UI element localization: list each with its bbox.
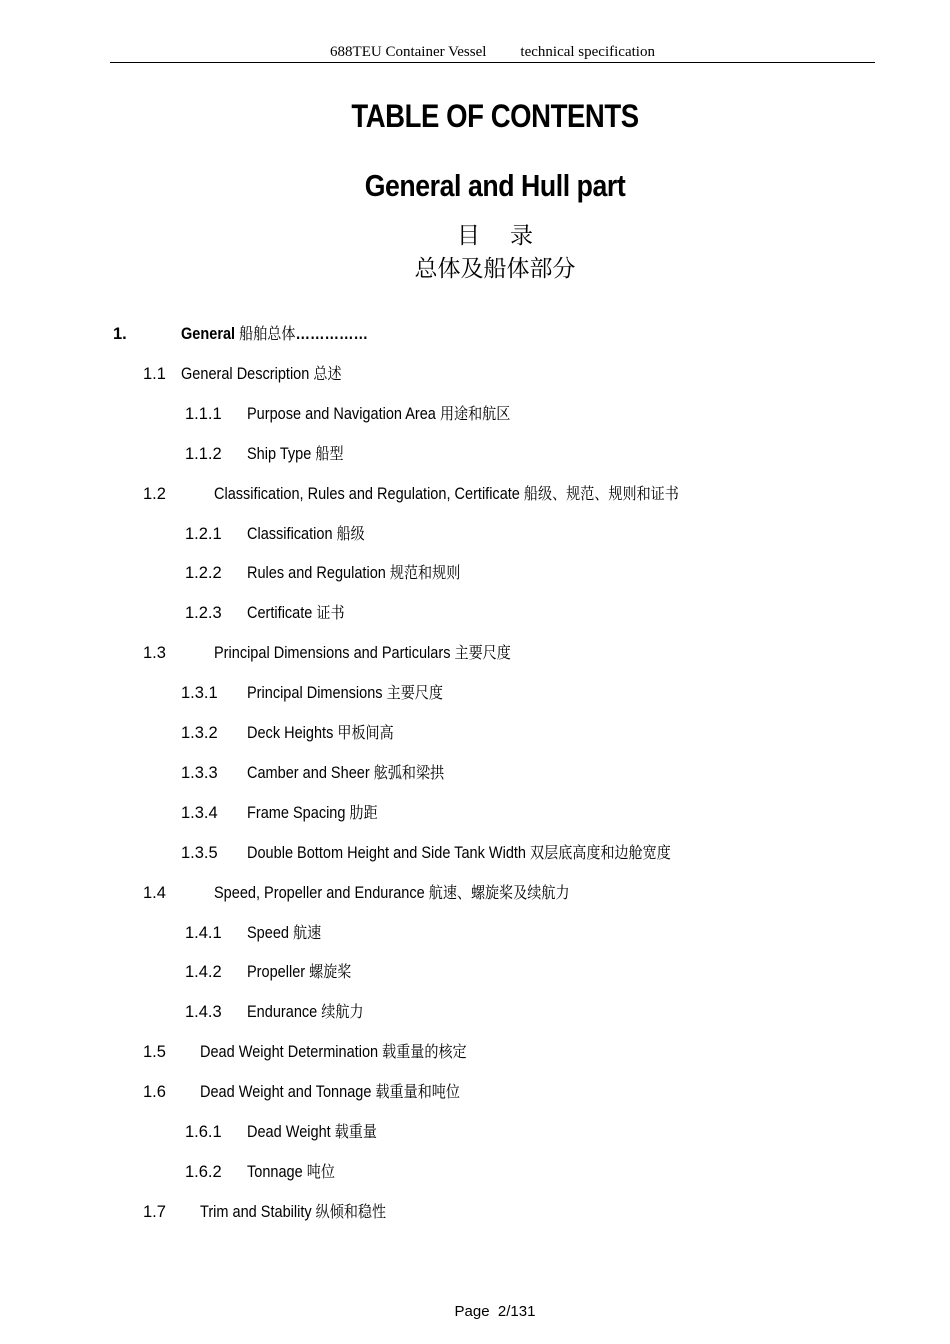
toc-entry-title — [247, 403, 510, 425]
toc-entry-title — [247, 722, 394, 744]
toc-entry[interactable] — [0, 562, 950, 584]
toc-entry-number: 1.6.2 — [185, 1162, 222, 1181]
toc-entry[interactable] — [0, 722, 950, 744]
toc-entry-title-zh: 航速、螺旋桨及续航力 — [428, 882, 570, 902]
toc-entry[interactable] — [0, 922, 950, 944]
toc-title-zh-b: 录 — [510, 223, 533, 249]
toc-entry[interactable] — [0, 443, 950, 465]
toc-entry-title-zh: 载重量的核定 — [382, 1042, 467, 1062]
toc-entry-title-zh: 载重量和吨位 — [375, 1082, 460, 1102]
toc-entry-title-en: Rules and Regulation — [247, 564, 386, 583]
toc-entry[interactable] — [0, 1161, 950, 1183]
toc-entry-number: 1.1.1 — [185, 404, 222, 423]
toc-entry-number: 1.2 — [143, 484, 166, 503]
toc-entry-title-zh: 双层底高度和边舱宽度 — [530, 842, 671, 862]
toc-entry-title — [247, 1161, 335, 1183]
toc-entry-number: 1.6 — [143, 1083, 166, 1102]
toc-entry-title-zh: 载重量 — [334, 1122, 377, 1141]
toc-entry-title-en: Double Bottom Height and Side Tank Width — [247, 843, 527, 862]
toc-entry-title — [247, 842, 671, 864]
toc-entry-title — [247, 443, 344, 465]
toc-entry[interactable] — [0, 961, 950, 983]
toc-entry-title — [247, 602, 345, 624]
toc-entry-title — [200, 1081, 460, 1103]
toc-entry[interactable] — [0, 1201, 950, 1223]
toc-entry-number: 1.3.1 — [181, 684, 218, 703]
toc-entry-number: 1.6.1 — [185, 1123, 222, 1141]
toc-entry-number: 1.4.1 — [185, 923, 222, 942]
toc-entry-title-en: Frame Spacing — [247, 803, 346, 822]
toc-entry[interactable] — [0, 1121, 950, 1143]
toc-entry-title — [247, 961, 351, 983]
toc-entry-title-zh: 船级 — [336, 523, 365, 543]
toc-entry-number: 1.3.3 — [181, 763, 218, 782]
toc-entry-title-zh: 舷弧和梁拱 — [373, 762, 445, 782]
toc-entry-title-en: Principal Dimensions and Particulars — [214, 644, 451, 663]
toc-entry[interactable] — [0, 882, 950, 904]
toc-entry-title-zh: 航速 — [293, 922, 322, 942]
toc-subtitle-zh: 总体及船体部分 — [414, 256, 576, 282]
toc-entry-number: 1.4.3 — [185, 1003, 222, 1022]
toc-title-zh-a: 目 — [457, 223, 480, 249]
toc-entry[interactable] — [0, 1041, 950, 1063]
toc-subtitle: General and Hull part — [364, 168, 626, 203]
toc-entry-title-en: Endurance — [247, 1003, 318, 1022]
toc-entry-title — [214, 882, 570, 904]
toc-entry[interactable] — [0, 363, 950, 385]
toc-entry-title — [247, 762, 444, 784]
toc-entry-title-zh: 螺旋桨 — [309, 962, 352, 982]
toc-entry-title-zh: 纵倾和稳性 — [315, 1201, 387, 1221]
toc-entry-title-zh: 船级、规范、规则和证书 — [523, 483, 679, 503]
toc-entry-title-zh: 总述 — [313, 363, 342, 383]
toc-entry-number: 1.4 — [143, 883, 166, 902]
toc-title: TABLE OF CONTENTS — [351, 98, 639, 134]
toc-entry-title-en: General Description — [181, 364, 310, 383]
toc-entry[interactable] — [0, 403, 950, 425]
toc-entry-title-zh: 甲板间高 — [337, 723, 394, 742]
toc-entry-title — [247, 922, 321, 944]
toc-entry-title-en: Principal Dimensions — [247, 684, 383, 703]
toc-entry-title — [181, 323, 368, 345]
toc-entry-number: 1.1.2 — [185, 444, 222, 463]
toc-entry-number: 1.4.2 — [185, 963, 222, 982]
toc-entry[interactable] — [0, 682, 950, 704]
toc-entry-title-zh: 用途和航区 — [439, 403, 511, 423]
toc-entry[interactable] — [0, 483, 950, 505]
toc-entry-title-zh: 规范和规则 — [389, 563, 461, 583]
toc-entry-title — [247, 1121, 377, 1143]
toc-entry[interactable] — [0, 842, 950, 864]
toc-entry-title-zh: 船型 — [315, 443, 344, 463]
toc-entry-number: 1.3.4 — [181, 803, 218, 822]
toc-entry-title-zh: 肋距 — [349, 802, 378, 822]
toc-entry-title-en: Dead Weight Determination — [200, 1043, 379, 1062]
toc-entry-title-en: General — [181, 325, 236, 343]
toc-entry-title-en: Speed — [247, 923, 289, 942]
toc-entry[interactable] — [0, 802, 950, 824]
toc-entry-number: 1.5 — [143, 1043, 166, 1062]
toc-entry-title-zh: 船舶总体 — [239, 324, 296, 343]
toc-entry-title-zh: 主要尺度 — [454, 643, 511, 663]
toc-entry-title-zh: 吨位 — [306, 1161, 335, 1181]
toc-entry-title-en: Classification — [247, 524, 333, 543]
toc-entry[interactable] — [0, 642, 950, 664]
toc-entry-title-en: Dead Weight and Tonnage — [200, 1083, 372, 1102]
toc-entry-title-en: Deck Heights — [247, 724, 334, 742]
toc-entry-title-en: Camber and Sheer — [247, 763, 370, 782]
toc-entry[interactable] — [0, 762, 950, 784]
toc-entry-number: 1. — [113, 325, 127, 343]
toc-entry-number: 1.1 — [143, 364, 166, 383]
toc-entry-title — [200, 1201, 386, 1223]
toc-entry-title — [247, 523, 365, 545]
toc-entry-title — [247, 1001, 364, 1023]
page-number: 2/131 — [497, 1303, 536, 1320]
toc-entry-title — [247, 802, 378, 824]
toc-entry-leader-dots: …………… — [295, 325, 369, 343]
toc-entry-title — [214, 483, 679, 505]
toc-entry-title-en: Trim and Stability — [200, 1202, 312, 1221]
toc-entry-title-en: Dead Weight — [247, 1123, 331, 1141]
toc-entry-title-en: Propeller — [247, 963, 306, 982]
toc-entry-title — [247, 562, 460, 584]
toc-entry-number: 1.2.3 — [185, 604, 222, 623]
toc-entry-number: 1.3.5 — [181, 843, 218, 862]
page-footer — [0, 1303, 950, 1320]
toc-entry[interactable] — [0, 1081, 950, 1103]
toc-entry[interactable] — [0, 523, 950, 545]
toc-entry-number: 1.2.2 — [185, 564, 222, 583]
toc-entry-title-en: Tonnage — [247, 1162, 303, 1181]
toc-entry-title-en: Purpose and Navigation Area — [247, 404, 436, 423]
toc-entry-title-zh: 续航力 — [321, 1002, 364, 1022]
toc-entry-title-en: Classification, Rules and Regulation, Certificate — [214, 484, 520, 503]
toc-entry[interactable] — [0, 602, 950, 624]
toc-entry-number: 1.2.1 — [185, 524, 222, 543]
toc-entry-number: 1.3 — [143, 644, 166, 663]
toc-entry-title-en: Certificate — [247, 604, 313, 623]
page-label: Page — [454, 1303, 490, 1320]
toc-entry-title-zh: 主要尺度 — [386, 683, 443, 703]
toc-entry-title — [247, 682, 443, 704]
toc-entry-title — [181, 363, 342, 385]
toc-entry-title — [214, 642, 511, 664]
toc-entry-title-en: Ship Type — [247, 444, 312, 463]
header-document-type: technical specification — [520, 44, 655, 60]
toc-entry[interactable] — [0, 323, 950, 345]
toc-entry-title — [200, 1041, 467, 1063]
toc-entry[interactable] — [0, 1001, 950, 1023]
toc-entry-number: 1.7 — [143, 1202, 166, 1221]
toc-entry-number: 1.3.2 — [181, 724, 218, 742]
header-vessel-name: 688TEU Container Vessel — [330, 44, 487, 60]
toc-entry-title-en: Speed, Propeller and Endurance — [214, 883, 425, 902]
toc-entry-title-zh: 证书 — [316, 603, 345, 623]
